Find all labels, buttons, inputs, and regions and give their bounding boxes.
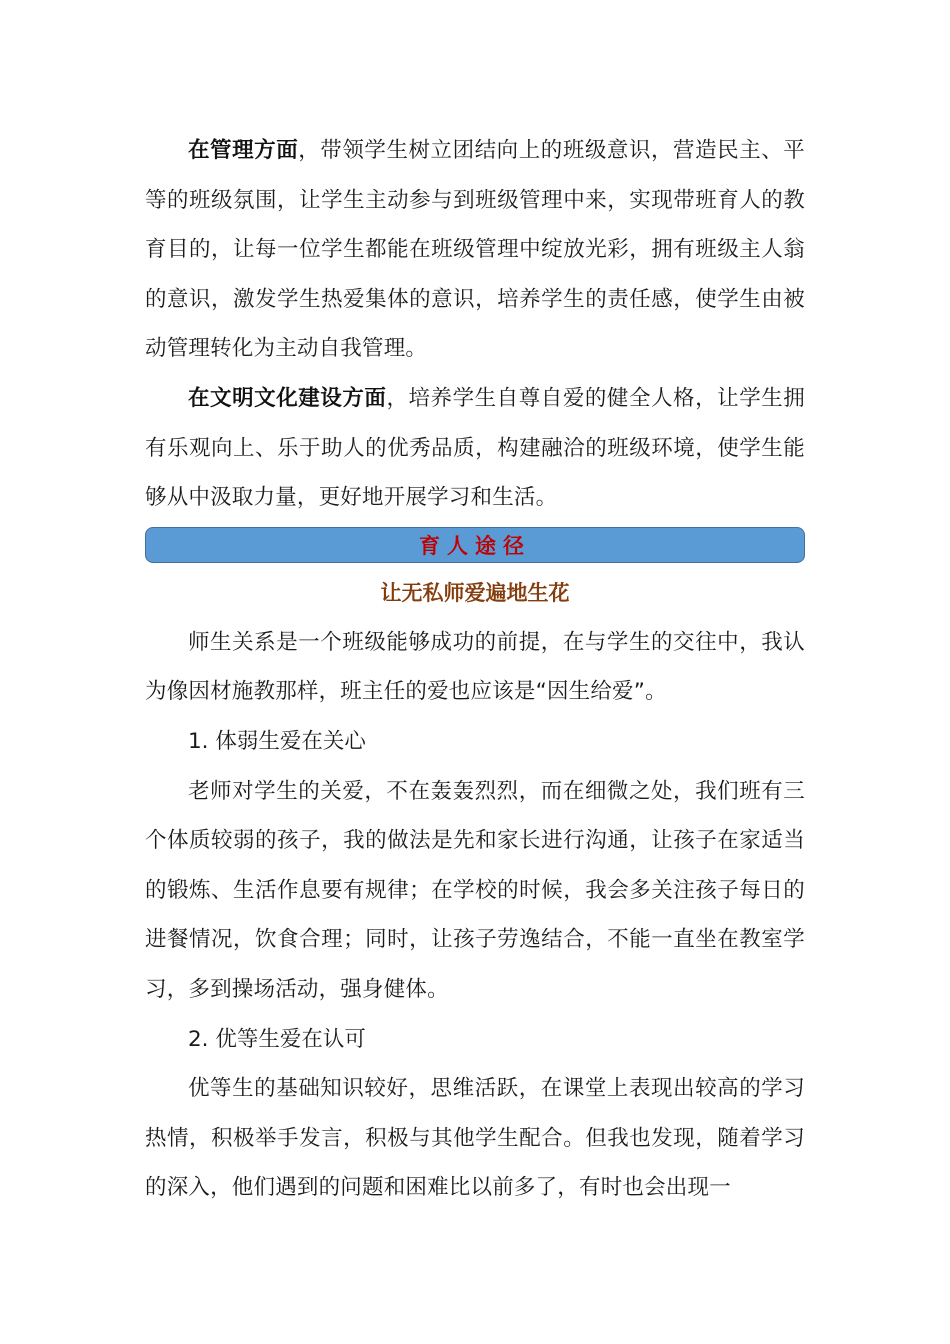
paragraph-lead: 在文明文化建设方面 [188, 385, 387, 411]
list-item-heading: 1. 体弱生爱在关心 [188, 728, 366, 754]
paragraph-culture [145, 374, 805, 523]
paragraph-lead: 在管理方面 [188, 138, 299, 163]
list-item-heading: 2. 优等生爱在认可 [188, 1026, 366, 1052]
paragraph-text: ，带领学生树立团结向上的班级意识，营造民主、平等的班级氛围，让学生主动参与到班级管理中来，实现带班育人的教育目的，让每一位学生都能在班级管理中绽放光彩，拥有班级主人翁的意识，激发学生热爱集体的意识，培养学生的责任感，使学生由被动管理转化为主动自我管理。 [145, 138, 805, 362]
paragraph-management [145, 126, 805, 374]
section-subtitle: 让无私师爱遍地生花 [380, 580, 570, 605]
list-item-text: 老师对学生的关爱，不在轰轰烈烈，而在细微之处，我们班有三个体质较弱的孩子，我的做法是先和家长进行沟通，让孩子在家适当的锻炼、生活作息要有规律；在学校的时候，我会多关注孩子每日的进餐情况，饮食合理；同时，让孩子劳逸结合，不能一直坐在教室学习，多到操场活动，强身健体。 [145, 778, 805, 1002]
paragraph-text: ，培养学生自尊自爱的健全人格，让学生拥有乐观向上、乐于助人的优秀品质，构建融洽的班级环境，使学生能够从中汲取力量，更好地开展学习和生活。 [145, 385, 805, 511]
section-banner [145, 527, 805, 563]
section-banner-title: 育人途径 [419, 533, 531, 558]
list-item-text: 优等生的基础知识较好，思维活跃，在课堂上表现出较高的学习热情，积极举手发言，积极与其他学生配合。但我也发现，随着学习的深入，他们遇到的问题和困难比以前多了，有时也会出现一 [145, 1076, 805, 1201]
document-page [145, 126, 805, 1213]
intro-paragraph: 师生关系是一个班级能够成功的前提，在与学生的交往中，我认为像因材施教那样，班主任的爱也应该是“因生给爱”。 [145, 629, 805, 705]
